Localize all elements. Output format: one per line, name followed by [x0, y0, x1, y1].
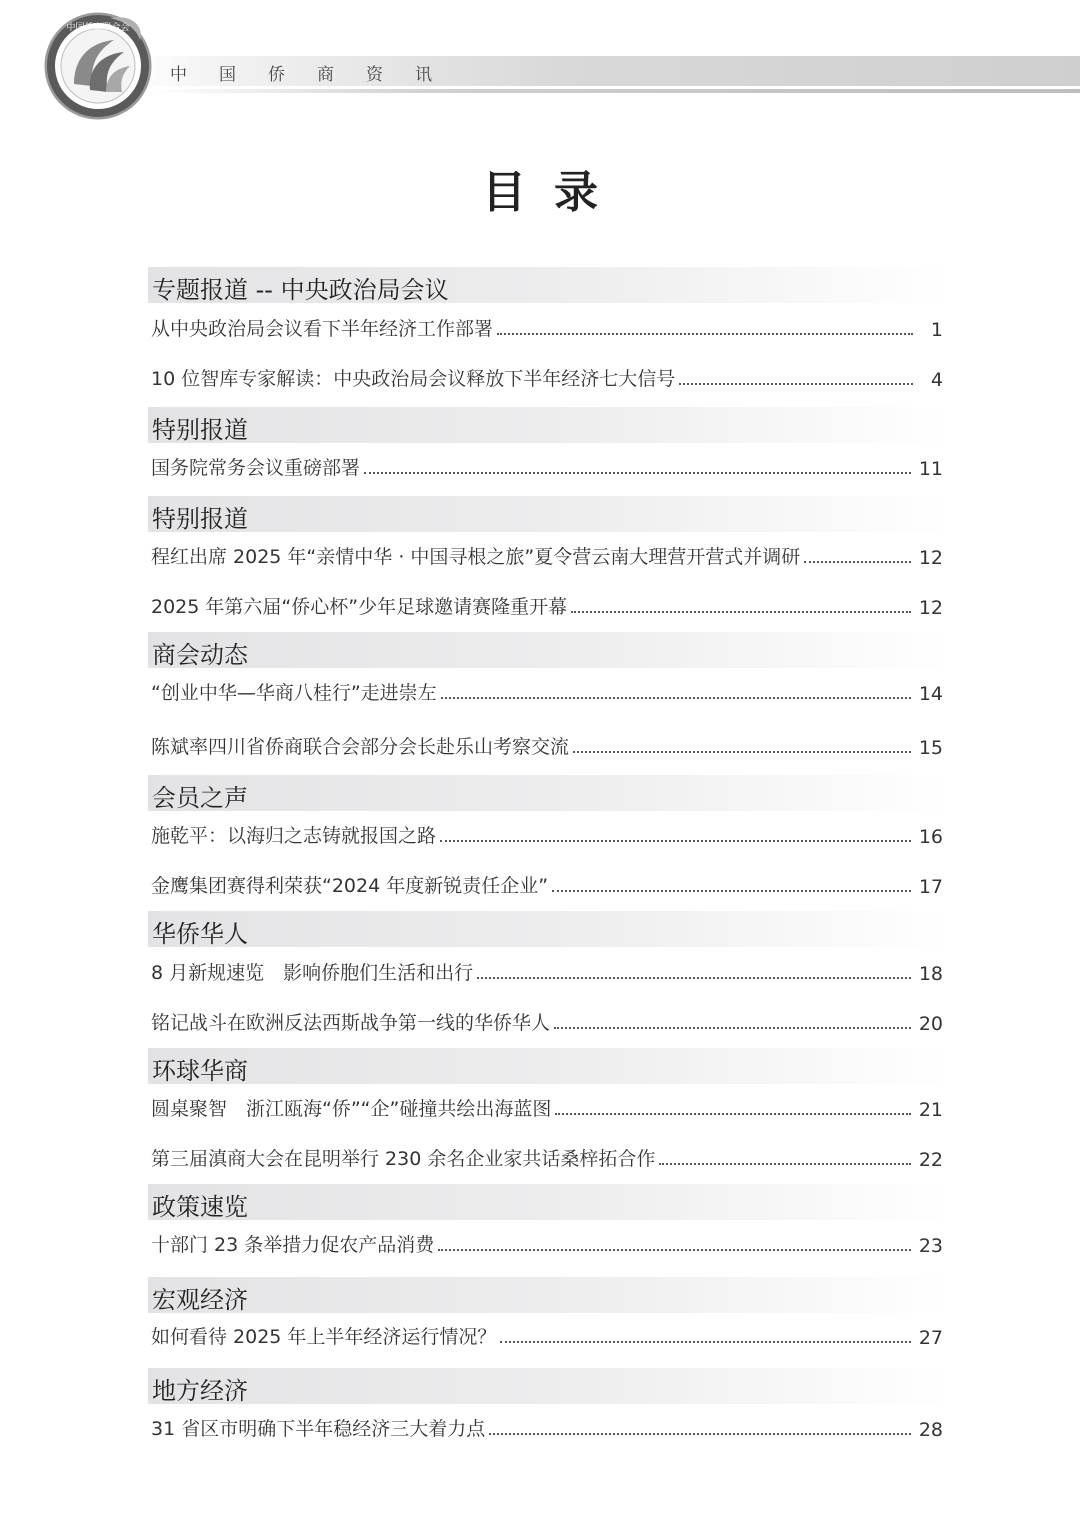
- dot-leader: [573, 751, 911, 753]
- toc-entry[interactable]: [151, 957, 943, 985]
- section-title: 环球华商: [152, 1057, 248, 1085]
- toc-entry[interactable]: [151, 1007, 943, 1035]
- section-header: [148, 1184, 950, 1220]
- toc-entry[interactable]: [151, 1093, 943, 1121]
- association-logo-icon: [40, 6, 156, 122]
- entry-title: 铭记战斗在欧洲反法西斯战争第一线的华侨华人: [151, 1012, 551, 1034]
- dot-leader: [555, 1113, 910, 1115]
- toc-entry[interactable]: [151, 452, 943, 480]
- dot-leader: [571, 611, 911, 613]
- dot-leader: [554, 1027, 911, 1029]
- page-number: 14: [918, 683, 943, 705]
- entry-title: 陈斌率四川省侨商联合会部分会长赴乐山考察交流: [151, 736, 570, 758]
- page-header: [0, 0, 1080, 130]
- section-title: 特别报道: [152, 505, 248, 533]
- section-title: 特别报道: [152, 416, 248, 444]
- header-rule: [150, 89, 1080, 93]
- toc-entry[interactable]: [151, 1321, 943, 1349]
- entry-title: 圆桌聚智 浙江瓯海“侨”“企”碰撞共绘出海蓝图: [151, 1098, 552, 1120]
- page-number: 21: [918, 1099, 943, 1121]
- toc-entry[interactable]: [151, 677, 943, 705]
- page-number: 4: [930, 369, 943, 391]
- entry-title: 从中央政治局会议看下半年经济工作部署: [151, 318, 494, 340]
- dot-leader: [438, 1249, 911, 1251]
- entry-title: 8 月新规速览 影响侨胞们生活和出行: [151, 962, 474, 984]
- section-title: 会员之声: [152, 784, 248, 812]
- toc-entry[interactable]: [151, 363, 943, 391]
- toc-entry[interactable]: [151, 820, 943, 848]
- entry-title: 程红出席 2025 年“亲情中华 · 中国寻根之旅”夏令营云南大理营开营式并调研: [151, 546, 801, 568]
- page-number: 16: [918, 826, 943, 848]
- page-number: 23: [918, 1235, 943, 1257]
- page-number: 11: [918, 458, 943, 480]
- entry-title: 金鹰集团赛得利荣获“2024 年度新锐责任企业”: [151, 875, 549, 897]
- entry-title: 十部门 23 条举措力促农产品消费: [151, 1234, 435, 1256]
- entry-title: 如何看待 2025 年上半年经济运行情况？: [151, 1326, 497, 1348]
- dot-leader: [804, 561, 911, 563]
- toc-entry[interactable]: [151, 1143, 943, 1171]
- section-title: 商会动态: [152, 641, 248, 669]
- entry-title: 施乾平：以海归之志铸就报国之路: [151, 825, 437, 847]
- page-number: 22: [918, 1149, 943, 1171]
- section-header: [148, 267, 950, 303]
- page-number: 1: [930, 319, 943, 341]
- section-title: 地方经济: [152, 1377, 248, 1405]
- section-header: [148, 1277, 950, 1313]
- entry-title: 31 省区市明确下半年稳经济三大着力点: [151, 1418, 486, 1440]
- dot-leader: [500, 1341, 910, 1343]
- section-header: [148, 1048, 950, 1084]
- page-number: 27: [918, 1327, 943, 1349]
- entry-title: 2025 年第六届“侨心杯”少年足球邀请赛隆重开幕: [151, 596, 568, 618]
- page-number: 12: [918, 547, 943, 569]
- dot-leader: [552, 890, 911, 892]
- dot-leader: [364, 472, 911, 474]
- section-title: 政策速览: [152, 1193, 248, 1221]
- publication-title: 中国侨商资讯: [170, 65, 464, 85]
- section-title: 专题报道 -- 中央政治局会议: [152, 276, 449, 304]
- page-number: 18: [918, 963, 943, 985]
- logo-text: 中国侨商联合会: [66, 23, 130, 33]
- page-number: 12: [918, 597, 943, 619]
- page-title: 目录: [482, 167, 626, 218]
- dot-leader: [497, 333, 913, 335]
- dot-leader: [489, 1433, 911, 1435]
- section-title: 宏观经济: [152, 1286, 248, 1314]
- toc-entry[interactable]: [151, 541, 943, 569]
- page-number: 20: [918, 1013, 943, 1035]
- toc-entry[interactable]: [151, 870, 943, 898]
- toc-entry[interactable]: [151, 313, 943, 341]
- toc-entry[interactable]: [151, 591, 943, 619]
- page-number: 28: [918, 1419, 943, 1441]
- section-header: [148, 1368, 950, 1404]
- page-number: 15: [918, 737, 943, 759]
- section-header: [148, 911, 950, 947]
- entry-title: 第三届滇商大会在昆明举行 230 余名企业家共话桑梓拓合作: [151, 1148, 656, 1170]
- toc-entry[interactable]: [151, 1229, 943, 1257]
- entry-title: “创业中华—华商八桂行”走进崇左: [151, 682, 437, 704]
- dot-leader: [440, 840, 911, 842]
- dot-leader: [477, 977, 911, 979]
- section-header: [148, 775, 950, 811]
- section-title: 华侨华人: [152, 920, 248, 948]
- toc-entry[interactable]: [151, 1413, 943, 1441]
- dot-leader: [659, 1163, 910, 1165]
- entry-title: 国务院常务会议重磅部署: [151, 457, 361, 479]
- dot-leader: [441, 697, 911, 699]
- section-header: [148, 407, 950, 443]
- page-number: 17: [918, 876, 943, 898]
- entry-title: 10 位智库专家解读：中央政治局会议释放下半年经济七大信号: [151, 368, 676, 390]
- section-header: [148, 632, 950, 668]
- dot-leader: [679, 383, 913, 385]
- section-header: [148, 496, 950, 532]
- toc-entry[interactable]: [151, 731, 943, 759]
